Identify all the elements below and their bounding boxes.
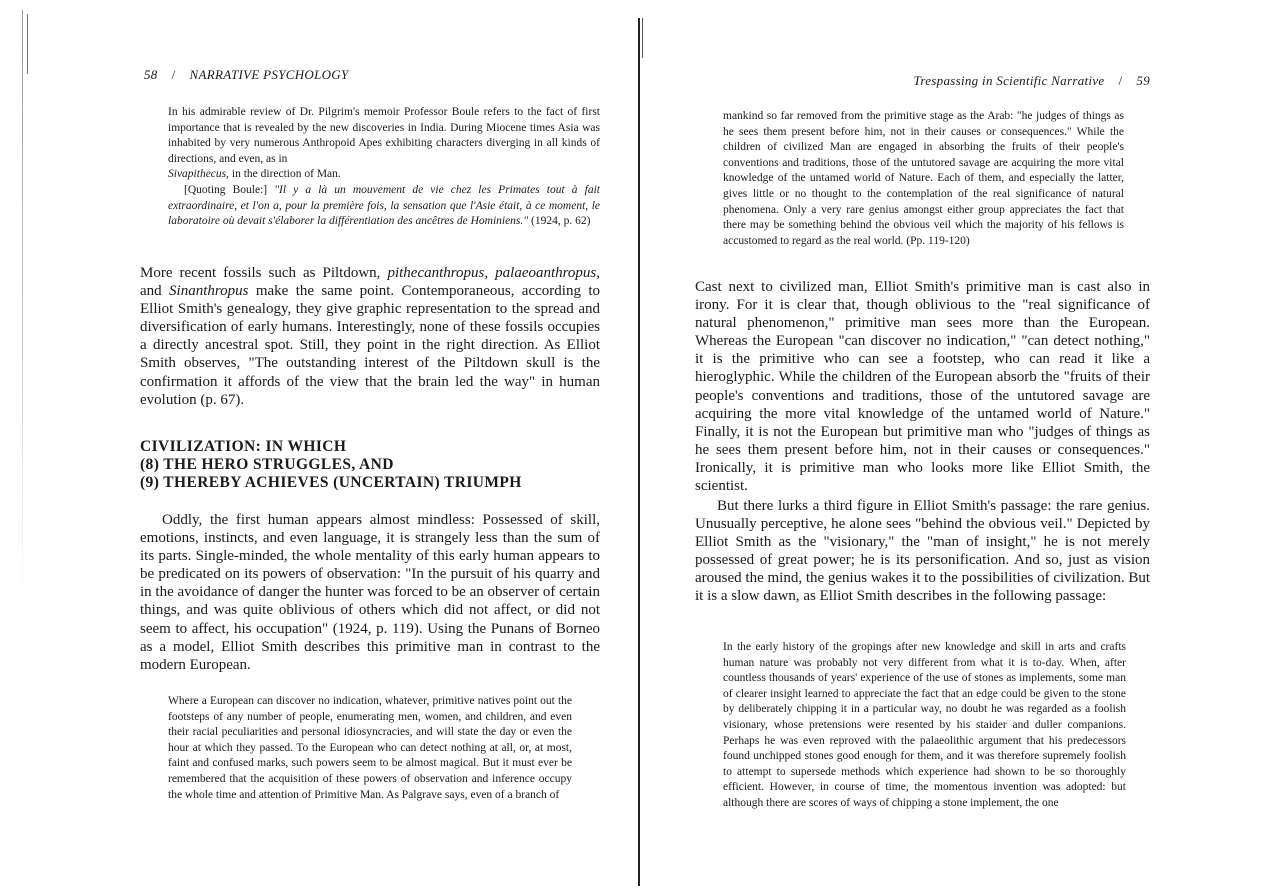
right-head-title: Trespassing in Scientific Narrative <box>913 73 1105 88</box>
left-body-1-para <box>140 264 600 409</box>
left-extract-2 <box>168 694 572 803</box>
left-body-2-para: Oddly, the first human appears almost mindless: Possessed of skill, emotions, instincts, and even language, it is strangely less than the sum of its parts. Single-minded, the whole mentality of this early human appears to be predicated on its powers of observation: "In the pursuit of his quarry and in the avoidance of danger the hunter was forced to be an observer of certain things, and was quite oblivious of others which did not affect, or did not seem to affect, his occupation" (1924, p. 119). Using the Punans of Borneo as a model, Elliot Smith describes this primitive man in contrast to the modern European. <box>140 512 600 673</box>
left-margin-edge-mark <box>27 14 28 74</box>
left-extract-1-italic: Sivapithecus, <box>168 168 229 181</box>
right-body-2 <box>695 497 1150 606</box>
right-body-1-para: Cast next to civilized man, Elliot Smith's primitive man is cast also in irony. For it is clear that, though oblivious to the "real significance of natural phenomenon," primitive man sees more than the European. Whereas the European "can discover no indication," "can detect nothing," it is the primitive who can see a footstep, who can read it like a hieroglyphic. While the children of the European absorb the "fruits of their people's conventions and traditions, those of the untutored savage are acquiring the more vital knowledge of the untamed world of Nature." Finally, it is not the European but primitive man who "judges of things as he sees them present before him, not in their causes or consequences." Ironically, it is primitive man who looks more like Elliot Smith, the scientist. <box>695 279 1150 495</box>
right-extract-1-para: mankind so far removed from the primitive stage as the Arab: "he judges of things as he sees them present before him, not in their causes or consequences." While the children of civilized Man are engaged in absorbing the fruits of their people's conventions and traditions, those of the untutored savage are acquiring the more vital knowledge of the untamed world of Nature. Each of them, and especially the latter, gives little or no thought to the contemplation of the real significance of natural phenomena. Only a very rare genius amongst either group appreciates the fact that there may be something behind the obvious veil which the majority of his fellows is accustomed to regard as the real world. (Pp. 119-120) <box>723 110 1124 247</box>
left-running-head <box>144 67 349 83</box>
section-heading-line-1: CIVILIZATION: IN WHICH <box>140 438 347 455</box>
left-extract-2-para: Where a European can discover no indication, whatever, primitive natives point out the footsteps of any number of people, enumerating men, women, and children, and even their racial peculiarities and personal idiosyncracies, and will state the day or even the hour at which they passed. To the European who can detect nothing at all, or, at most, faint and confused marks, such powers seem to be almost magical. But it must ever be remembered that the acquisition of these powers of observation and inference occupy the whole time and attention of Primitive Man. As Palgrave says, even of a branch of <box>168 695 572 801</box>
left-extract-1-end: in the direction of Man. <box>229 168 341 181</box>
left-extract-1-para-1 <box>168 105 600 183</box>
center-gutter <box>638 18 640 886</box>
left-body-2 <box>140 511 600 674</box>
right-extract-1 <box>723 109 1124 249</box>
section-heading <box>140 438 600 492</box>
left-head-separator: / <box>171 67 176 82</box>
right-running-head <box>914 73 1150 89</box>
right-page-number: 59 <box>1136 73 1150 88</box>
right-body-1 <box>695 278 1150 495</box>
right-body-2-para: But there lurks a third figure in Elliot Smith's passage: the rare genius. Unusually perceptive, he alone sees "behind the obvious veil." Depicted by Elliot Smith as the "visionary," the "man of insight," he is not merely possessed of great power; he is its personification. And so, just as vision aroused the mind, the genius wakes it to the possibilities of civilization. But it is a slow dawn, as Elliot Smith describes in the following passage: <box>695 498 1150 605</box>
left-extract-1-text: In his admirable review of Dr. Pilgrim's memoir Professor Boule refers to the fact of first importance that is revealed by the new discoveries in India. During Miocene times Asia was inhabited by very numerous Anthropoid Apes exhibiting characters diverging in all kinds of directions, and even, as in <box>168 106 600 165</box>
right-head-separator: / <box>1118 73 1123 88</box>
left-extract-1-para-2 <box>168 183 600 230</box>
section-heading-line-2: (8) THE HERO STRUGGLES, AND <box>140 456 394 473</box>
left-body-1 <box>140 264 600 409</box>
left-body-1-text-a: More recent fossils such as Piltdown, <box>140 265 388 281</box>
left-page-number: 58 <box>144 67 158 82</box>
left-extract-1-quote-lead: [Quoting Boule:] <box>184 183 275 196</box>
left-extract-1-quote: "Il y a là un mouvement de vie chez les Primates tout à fait extraordinaire, et l'on a, pour la première fois, la sensation que l'Asie était, à ce moment, le laboratoire où devait s'élaborer la différentiation des ancêtres de Hominiens." <box>168 183 600 228</box>
left-body-1-italic-b: Sinanthropus <box>169 283 249 300</box>
left-body-1-text-b: and <box>140 283 170 300</box>
section-heading-line-3: (9) THEREBY ACHIEVES (UNCERTAIN) TRIUMPH <box>140 474 522 491</box>
left-extract-1 <box>168 105 600 230</box>
left-extract-1-citation: (1924, p. 62) <box>528 215 591 228</box>
right-extract-2-para: In the early history of the gropings after new knowledge and skill in arts and crafts human nature was probably not very different from what it is to-day. When, after countless thousands of years' experience of the use of stones as implements, some man of clearer insight learned to appreciate the fact that an edge could be given to the stone by deliberately chipping it in a particular way, no doubt he was regarded as a foolish visionary, whose pretensions were resented by his staider and duller companions. Perhaps he was even reproved with the palaeolithic argument that his predecessors found unchipped stones good enough for them, and it was therefore supremely foolish to attempt to supersede methods which experience had shown to be so thoroughly efficient. However, in course of time, the momentous invention was adopted: but although there are scores of ways of chipping a stone implement, the one <box>723 641 1126 809</box>
left-margin-edge <box>22 10 23 600</box>
left-body-1-text-c: make the same point. Contemporaneous, according to Elliot Smith's genealogy, they give graphic representation to the spread and diversification of early humans. Interestingly, none of these fossils occupies a directly ancestral spot. Still, they point in the right direction. As Elliot Smith observes, "The outstanding interest of the Piltdown skull is the confirmation it affords of the view that the brain led the way" in human evolution (p. 67). <box>140 283 600 408</box>
center-gutter-mark <box>642 18 643 58</box>
left-body-1-italic-a: pithecanthropus, palaeoanthropus, <box>387 265 601 281</box>
right-extract-2 <box>723 640 1126 812</box>
left-head-title: NARRATIVE PSYCHOLOGY <box>189 67 349 82</box>
